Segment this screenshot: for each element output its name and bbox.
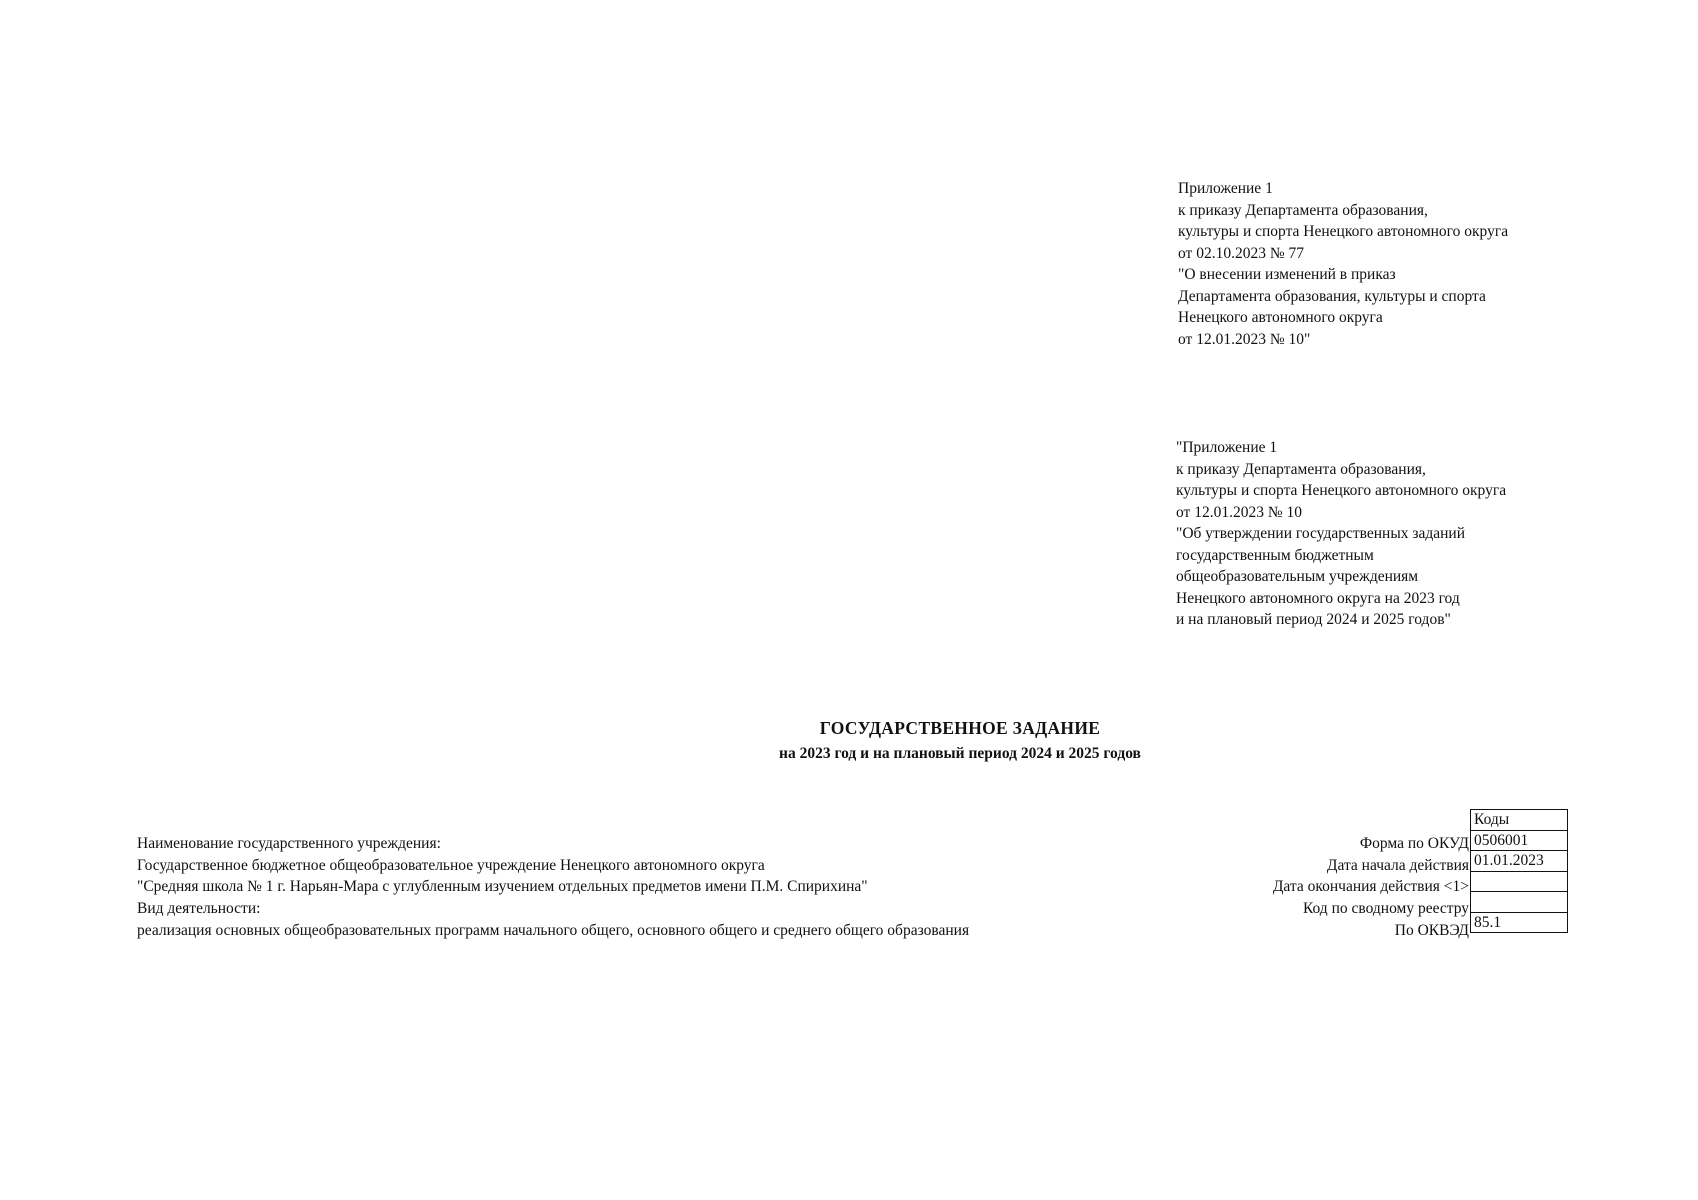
table-row [1471, 851, 1568, 872]
annex-line: Ненецкого автономного округа [1178, 309, 1383, 326]
annex-line: культуры и спорта Ненецкого автономного округа [1178, 223, 1509, 240]
institution-info [137, 833, 969, 942]
code-value [1471, 871, 1568, 892]
annex-line: культуры и спорта Ненецкого автономного округа [1176, 482, 1507, 499]
annex-line: от 12.01.2023 № 10" [1178, 330, 1311, 348]
document-title: ГОСУДАРСТВЕННОЕ ЗАДАНИЕ [819, 718, 1101, 738]
codes-header: Коды [1471, 810, 1568, 831]
code-value [1471, 892, 1568, 913]
institution-name-line: Государственное бюджетное общеобразовательное учреждение Ненецкого автономного округа [137, 856, 765, 874]
code-label: Код по сводному реестру [1302, 900, 1469, 918]
annex-line: к приказу Департамента образования, [1178, 201, 1428, 219]
code-value: 85.1 [1471, 912, 1568, 933]
code-label: Дата окончания действия <1> [1272, 878, 1469, 896]
annex-line: Департамента образования, культуры и спорта [1178, 287, 1486, 305]
annex-line: Приложение 1 [1178, 180, 1273, 197]
activity-label: Вид деятельности: [137, 900, 261, 918]
table-row [1471, 830, 1568, 851]
annex-line: Ненецкого автономного округа на 2023 год [1176, 589, 1460, 607]
codes-labels [1273, 833, 1469, 942]
code-value: 0506001 [1471, 830, 1568, 851]
code-label: Дата начала действия [1326, 856, 1469, 874]
activity-value: реализация основных общеобразовательных программ начального общего, основного общего и среднего общего образования [137, 921, 970, 939]
annex-line: от 02.10.2023 № 77 [1178, 244, 1304, 262]
institution-name-label: Наименование государственного учреждения: [137, 835, 441, 852]
annex-current-order [1178, 178, 1508, 350]
table-row [1471, 912, 1568, 933]
annex-line: "О внесении изменений в приказ [1178, 266, 1396, 283]
annex-line: государственным бюджетным [1176, 546, 1374, 564]
document-subtitle: на 2023 год и на плановый период 2024 и 2025 годов [779, 745, 1141, 762]
institution-name-line: "Средняя школа № 1 г. Нарьян-Мара с углубленным изучением отдельных предметов имени П.М. Спирихина" [137, 878, 868, 896]
annex-line: "Об утверждении государственных заданий [1176, 525, 1466, 542]
code-label: Форма по ОКУД [1359, 835, 1469, 852]
codes-header-row [1471, 810, 1568, 831]
annex-line: "Приложение 1 [1176, 439, 1278, 456]
annex-line: общеобразовательным учреждениям [1176, 568, 1419, 585]
table-row [1471, 871, 1568, 892]
annex-line: к приказу Департамента образования, [1176, 460, 1426, 478]
annex-line: и на плановый период 2024 и 2025 годов" [1176, 611, 1451, 628]
codes-table [1470, 809, 1568, 933]
code-value: 01.01.2023 [1471, 851, 1568, 872]
table-row [1471, 892, 1568, 913]
annex-line: от 12.01.2023 № 10 [1176, 503, 1302, 521]
code-label: По ОКВЭД [1394, 921, 1469, 939]
annex-original-order [1176, 437, 1506, 631]
